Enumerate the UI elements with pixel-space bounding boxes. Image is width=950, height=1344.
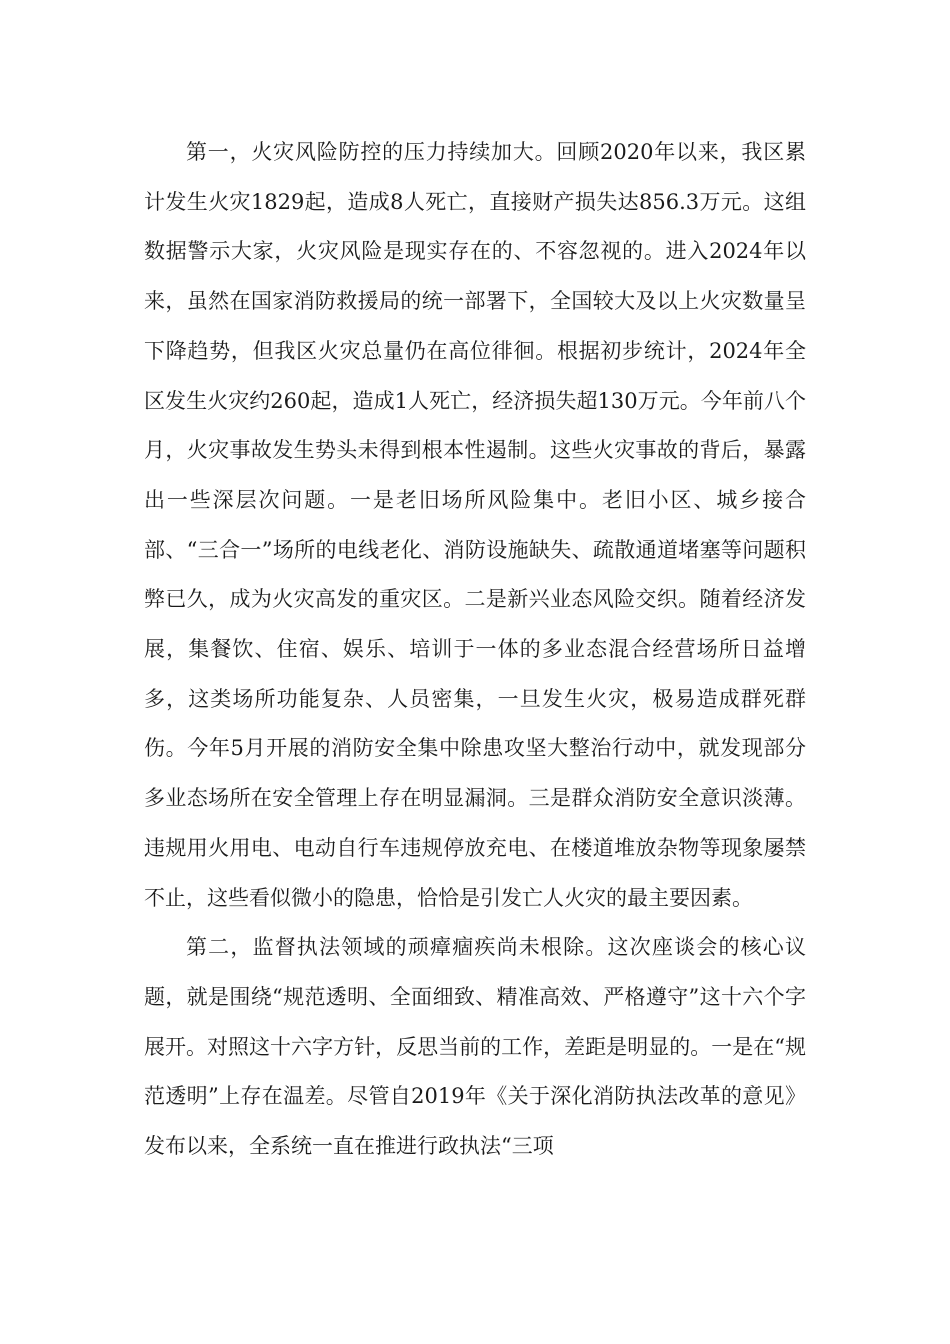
paragraph-fire-risk: 第一，火灾风险防控的压力持续加大。回顾2020年以来，我区累计发生火灾1829起，造成8人死亡，直接财产损失达856.3万元。这组数据警示大家，火灾风险是现实存在的、不容忽视的。进入2024年以来，虽然在国家消防救援局的统一部署下，全国较大及以上火灾数量呈下降趋势，但我区火灾总量仍在高位徘徊。根据初步统计，2024年全区发生火灾约260起，造成1人死亡，经济损失超130万元。今年前八个月，火灾事故发生势头未得到根本性遏制。这些火灾事故的背后，暴露出一些深层次问题。一是老旧场所风险集中。老旧小区、城乡接合部、“三合一”场所的电线老化、消防设施缺失、疏散通道堵塞等问题积弊已久，成为火灾高发的重灾区。二是新兴业态风险交织。随着经济发展，集餐饮、住宿、娱乐、培训于一体的多业态混合经营场所日益增多，这类场所功能复杂、人员密集，一旦发生火灾，极易造成群死群伤。今年5月开展的消防安全集中除患攻坚大整治行动中，就发现部分多业态场所在安全管理上存在明显漏洞。三是群众消防安全意识淡薄。违规用火用电、电动自行车违规停放充电、在楼道堆放杂物等现象屡禁不止，这些看似微小的隐患，恰恰是引发亡人火灾的最主要因素。 bbox=[144, 140, 806, 910]
document-body bbox=[144, 128, 806, 1172]
paragraph-law-enforcement: 第二，监督执法领域的顽瘴痼疾尚未根除。这次座谈会的核心议题，就是围绕“规范透明、全面细致、精准高效、严格遵守”这十六个字展开。对照这十六字方针，反思当前的工作，差距是明显的。一是在“规范透明”上存在温差。尽管自2019年《关于深化消防执法改革的意见》发布以来，全系统一直在推进行政执法“三项 bbox=[144, 935, 806, 1159]
